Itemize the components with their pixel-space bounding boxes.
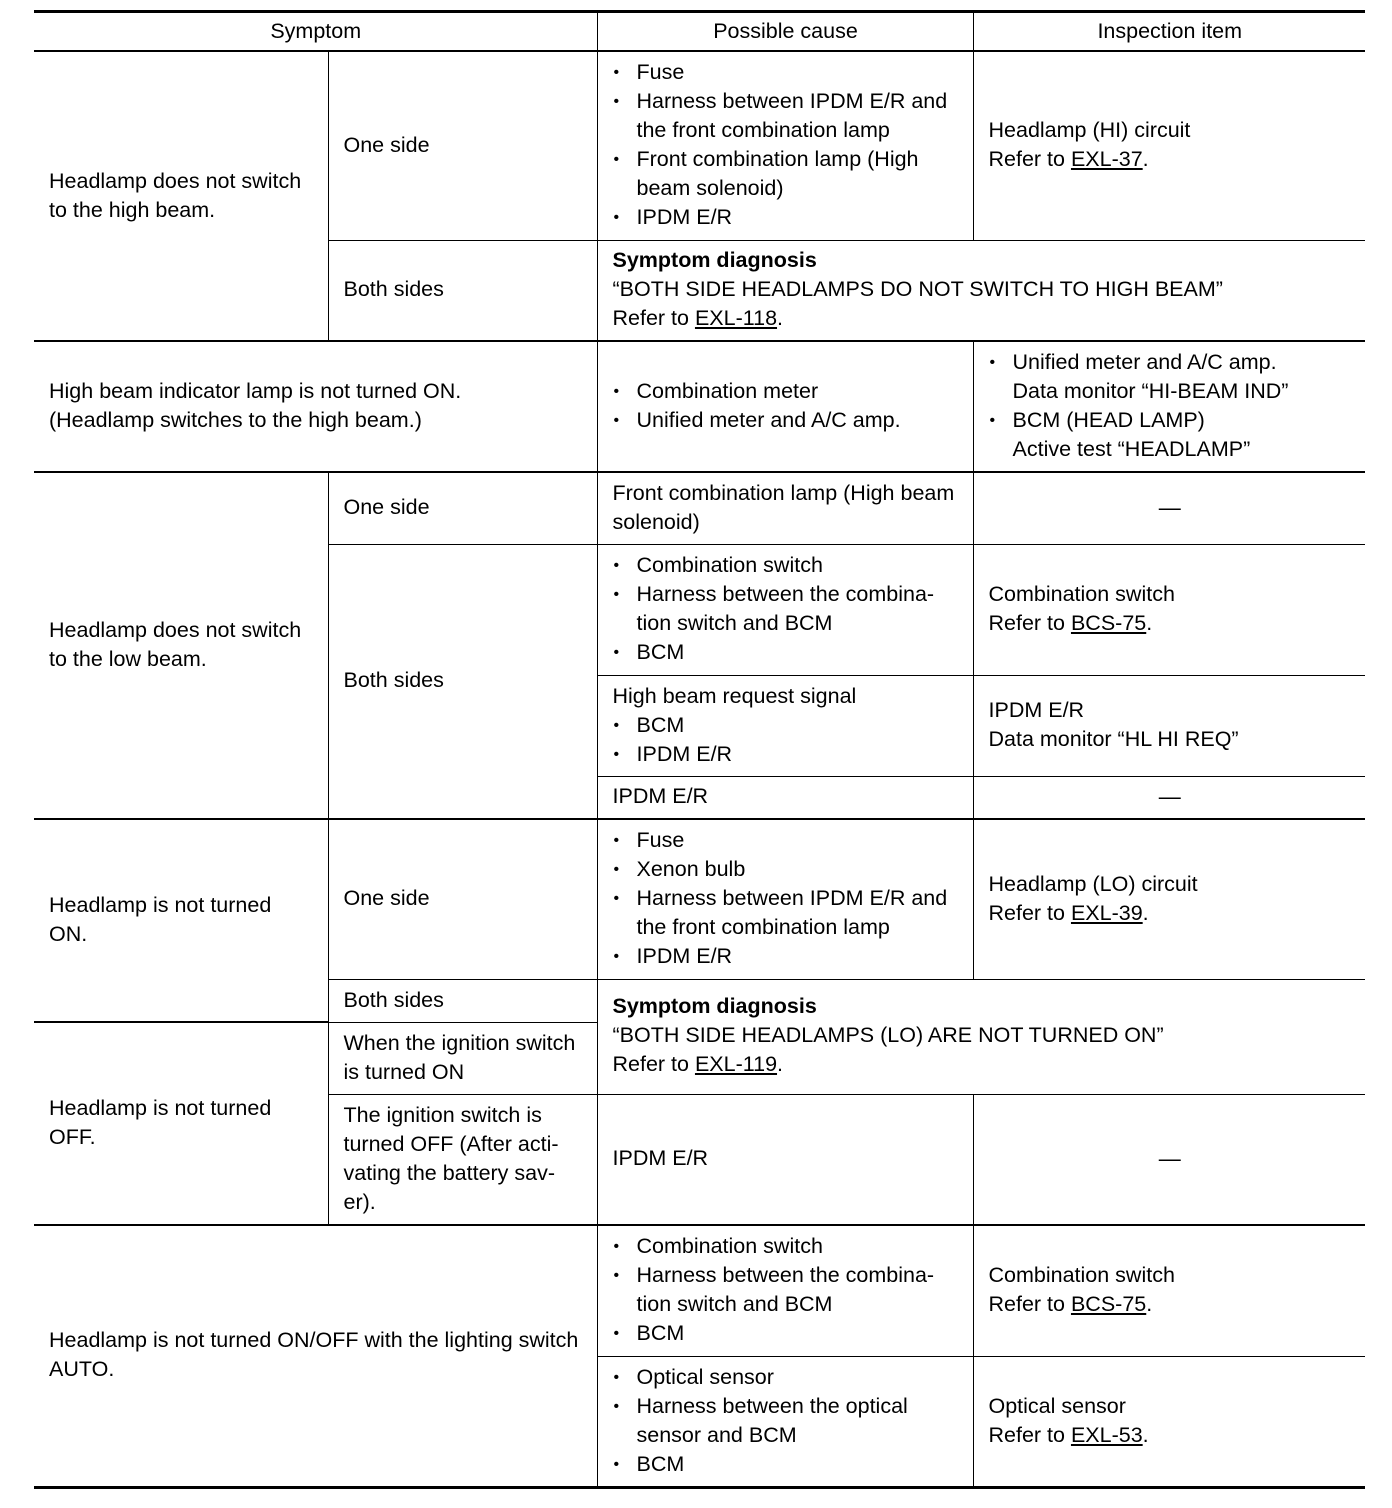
inspection-line: IPDM E/R [988,698,1085,722]
symptom-line: (Headlamp switches to the high beam.) [49,408,422,432]
list-item: • BCM [613,638,959,667]
reference-link[interactable]: EXL-39 [1070,900,1143,925]
period: . [777,306,784,331]
period: . [1142,147,1149,172]
inspection-line: • Unified meter and A/C amp. [1012,350,1277,374]
table-row [34,341,1365,472]
list-item: • Combination switch [613,551,959,580]
refer-text: Refer to [988,611,1071,635]
list-item: • Combination meter [613,377,959,406]
list-item [989,406,1352,464]
inspection-list [989,348,1352,464]
list-item: • Optical sensor [613,1363,959,1392]
inspection-title: Headlamp (LO) circuit [988,871,1198,896]
period: . [1142,1422,1149,1447]
period: . [1146,611,1153,635]
header-inspection-item: Inspection item [973,12,1365,52]
refer-line [989,899,1352,928]
inspection-cell [973,341,1365,472]
list-item: • IPDM E/R [613,942,959,971]
side-cell: One side [328,819,597,979]
side-cell: One side [328,51,597,240]
side-cell: Both sides [328,544,597,819]
list-item: • Combination switch [613,1232,959,1261]
refer-line [989,609,1352,638]
inspection-cell [973,675,1365,776]
cause-cell [597,675,973,776]
period: . [1146,1292,1153,1317]
reference-link[interactable]: EXL-37 [1070,147,1143,172]
cause-list [613,1363,959,1479]
refer-text: Refer to [988,900,1071,925]
table-row [34,51,1365,240]
refer-line [613,1050,1352,1079]
cause-list [613,1232,959,1348]
side-cell: The ignition switch is turned OFF (After acti-vating the battery sav-er). [328,1094,597,1225]
cause-cell [597,1225,973,1356]
symptom-diagnosis-cell [597,240,1365,341]
inspection-title: Combination switch [988,1263,1175,1288]
cause-title: High beam request signal [612,683,857,708]
refer-text: Refer to [612,1051,695,1076]
table-row [34,472,1365,544]
symptom-cell: Headlamp does not switch to the low beam. [34,472,328,819]
refer-text: Refer to [988,1422,1071,1447]
symptom-cell: Headlamp is not turned ON/OFF with the lighting switch AUTO. [34,1225,597,1487]
side-cell: Both sides [328,979,597,1022]
header-row [34,12,1365,52]
list-item: • Unified meter and A/C amp. [613,406,959,435]
list-item: • Harness between the optical sensor and BCM [613,1392,959,1450]
table-row [34,819,1365,979]
list-item: • BCM [613,1319,959,1348]
inspection-title: Headlamp (HI) circuit [988,118,1191,143]
cause-cell [597,1356,973,1487]
cause-cell [597,544,973,675]
reference-link[interactable]: EXL-119 [694,1051,778,1076]
header-symptom: Symptom [34,12,597,52]
cause-cell [597,819,973,979]
diagnosis-title: Symptom diagnosis [612,993,817,1018]
symptom-diagnosis-cell [597,979,1365,1094]
inspection-line: Data monitor “HI-BEAM IND” [1012,379,1289,403]
inspection-title: Combination switch [988,582,1175,606]
cause-cell: IPDM E/R [597,776,973,819]
side-cell: One side [328,472,597,544]
refer-line [989,145,1352,174]
refer-line [989,1290,1352,1319]
list-item: • Harness between the combina-tion switch and BCM [613,580,959,638]
cause-list [613,711,959,769]
inspection-title: Optical sensor [988,1393,1126,1418]
diagnosis-title: Symptom diagnosis [612,248,817,273]
refer-line [989,1421,1352,1450]
diagnosis-text: “BOTH SIDE HEADLAMPS DO NOT SWITCH TO HIGH BEAM” [612,277,1223,302]
table-row [34,1225,1365,1356]
cause-list [613,58,959,232]
reference-link[interactable]: BCS-75 [1070,611,1147,635]
list-item: • Xenon bulb [613,855,959,884]
reference-link[interactable]: BCS-75 [1070,1292,1147,1317]
inspection-cell [973,51,1365,240]
reference-link[interactable]: EXL-53 [1070,1422,1143,1447]
header-possible-cause: Possible cause [597,12,973,52]
inspection-line: Data monitor “HL HI REQ” [988,727,1239,751]
list-item: • BCM [613,711,959,740]
inspection-cell: — [973,776,1365,819]
symptom-cell: Headlamp does not switch to the high beam. [34,51,328,341]
list-item: • Harness between IPDM E/R and the front combination lamp [613,87,959,145]
trouble-diagnosis-table [34,10,1365,1489]
symptom-cell: Headlamp is not turned OFF. [34,1022,328,1225]
period: . [1142,900,1149,925]
reference-link[interactable]: EXL-118 [694,306,778,331]
inspection-line: Active test “HEADLAMP” [1012,437,1251,461]
cause-cell [597,51,973,240]
inspection-cell [973,1356,1365,1487]
list-item: • Fuse [613,58,959,87]
list-item: • IPDM E/R [613,740,959,769]
list-item [989,348,1352,406]
symptom-cell: Headlamp is not turned ON. [34,819,328,1022]
inspection-cell [973,544,1365,675]
refer-text: Refer to [612,306,695,331]
refer-text: Refer to [988,1292,1071,1317]
symptom-cell [34,341,597,472]
cause-cell: Front combination lamp (High beam solenoid) [597,472,973,544]
inspection-cell: — [973,472,1365,544]
inspection-cell [973,1225,1365,1356]
list-item: • Harness between the combina-tion switch and BCM [613,1261,959,1319]
side-cell: Both sides [328,240,597,341]
cause-cell [597,341,973,472]
symptom-line: High beam indicator lamp is not turned ON. [49,379,462,403]
cause-cell: IPDM E/R [597,1094,973,1225]
inspection-cell: — [973,1094,1365,1225]
list-item: • Front combination lamp (High beam solenoid) [613,145,959,203]
list-item: • BCM [613,1450,959,1479]
cause-list [613,826,959,971]
inspection-cell [973,819,1365,979]
list-item: • Fuse [613,826,959,855]
refer-line [613,304,1352,333]
cause-list [613,377,959,435]
refer-text: Refer to [988,147,1071,172]
diagnosis-text: “BOTH SIDE HEADLAMPS (LO) ARE NOT TURNED ON” [612,1022,1164,1047]
inspection-line: • BCM (HEAD LAMP) [1012,408,1205,432]
list-item: • IPDM E/R [613,203,959,232]
list-item: • Harness between IPDM E/R and the front combination lamp [613,884,959,942]
side-cell: When the ignition switch is turned ON [328,1022,597,1094]
cause-list [613,551,959,667]
period: . [777,1051,784,1076]
